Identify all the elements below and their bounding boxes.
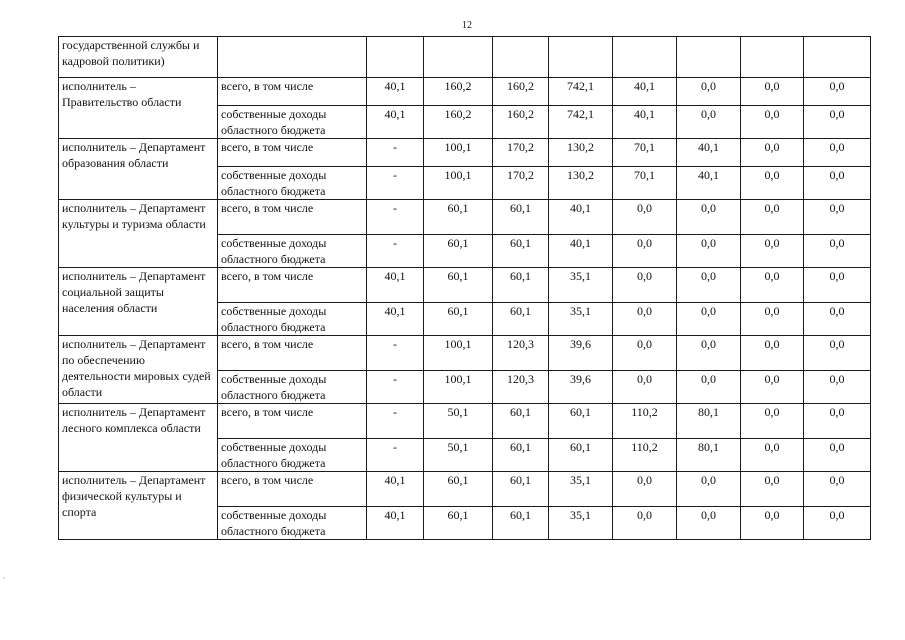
value-cell <box>804 37 871 78</box>
value-cell: 0,0 <box>613 303 677 336</box>
funding-type-cell <box>218 37 367 78</box>
value-cell: 0,0 <box>613 268 677 303</box>
value-cell: 40,1 <box>613 78 677 106</box>
funding-type-cell: собственные доходы областного бюджета <box>218 303 367 336</box>
value-cell: 742,1 <box>549 78 613 106</box>
value-cell: 0,0 <box>741 106 804 139</box>
value-cell: 0,0 <box>741 235 804 268</box>
value-cell: 40,1 <box>367 472 424 507</box>
value-cell: 40,1 <box>677 139 741 167</box>
value-cell: 100,1 <box>424 139 493 167</box>
value-cell: 0,0 <box>741 336 804 371</box>
value-cell: 40,1 <box>613 106 677 139</box>
value-cell: 60,1 <box>493 404 549 439</box>
page-number: 12 <box>462 20 472 31</box>
table-row-total <box>59 200 871 235</box>
funding-type-cell: всего, в том числе <box>218 472 367 507</box>
value-cell: 40,1 <box>677 167 741 200</box>
value-cell: 60,1 <box>493 472 549 507</box>
value-cell: 0,0 <box>741 404 804 439</box>
table-row-total <box>59 472 871 507</box>
table-row-total <box>59 336 871 371</box>
value-cell: 0,0 <box>677 268 741 303</box>
executor-cell: государственной службы и кадровой политики) <box>59 37 218 78</box>
executor-cell: исполнитель – Департамент физической культуры и спорта <box>59 472 218 540</box>
table-row-total <box>59 404 871 439</box>
funding-type-cell: собственные доходы областного бюджета <box>218 167 367 200</box>
value-cell: 60,1 <box>424 303 493 336</box>
value-cell: 0,0 <box>677 200 741 235</box>
executor-cell: исполнитель – Правительство области <box>59 78 218 139</box>
value-cell: 70,1 <box>613 167 677 200</box>
value-cell: 0,0 <box>741 200 804 235</box>
value-cell: 0,0 <box>741 268 804 303</box>
value-cell: 60,1 <box>493 303 549 336</box>
value-cell: - <box>367 371 424 404</box>
value-cell: 0,0 <box>804 472 871 507</box>
value-cell: - <box>367 336 424 371</box>
value-cell: 160,2 <box>424 106 493 139</box>
value-cell: 0,0 <box>741 167 804 200</box>
value-cell: 170,2 <box>493 139 549 167</box>
funding-type-cell: всего, в том числе <box>218 336 367 371</box>
value-cell: 0,0 <box>677 507 741 540</box>
funding-type-cell: собственные доходы областного бюджета <box>218 439 367 472</box>
value-cell: 0,0 <box>804 507 871 540</box>
funding-type-cell: собственные доходы областного бюджета <box>218 507 367 540</box>
value-cell: 60,1 <box>493 507 549 540</box>
value-cell: 100,1 <box>424 167 493 200</box>
value-cell: 60,1 <box>493 268 549 303</box>
value-cell: 742,1 <box>549 106 613 139</box>
value-cell: 40,1 <box>549 200 613 235</box>
value-cell: 160,2 <box>424 78 493 106</box>
value-cell: 0,0 <box>741 139 804 167</box>
value-cell: 100,1 <box>424 371 493 404</box>
funding-type-cell: всего, в том числе <box>218 200 367 235</box>
value-cell: 50,1 <box>424 439 493 472</box>
value-cell: - <box>367 439 424 472</box>
value-cell: 60,1 <box>424 268 493 303</box>
value-cell: 40,1 <box>549 235 613 268</box>
value-cell <box>677 37 741 78</box>
value-cell <box>493 37 549 78</box>
executor-cell: исполнитель – Департамент образования области <box>59 139 218 200</box>
value-cell: 0,0 <box>804 404 871 439</box>
funding-type-cell: собственные доходы областного бюджета <box>218 106 367 139</box>
executor-cell: исполнитель – Департамент социальной защиты населения области <box>59 268 218 336</box>
value-cell: 60,1 <box>549 439 613 472</box>
funding-type-cell: всего, в том числе <box>218 78 367 106</box>
value-cell: 60,1 <box>424 235 493 268</box>
value-cell: 0,0 <box>804 200 871 235</box>
value-cell: - <box>367 139 424 167</box>
value-cell: 0,0 <box>804 268 871 303</box>
value-cell: 0,0 <box>613 472 677 507</box>
value-cell: 0,0 <box>677 371 741 404</box>
value-cell: 0,0 <box>677 472 741 507</box>
value-cell: 35,1 <box>549 507 613 540</box>
value-cell: 130,2 <box>549 139 613 167</box>
value-cell: 40,1 <box>367 507 424 540</box>
value-cell: 160,2 <box>493 78 549 106</box>
value-cell <box>549 37 613 78</box>
value-cell: 0,0 <box>741 303 804 336</box>
value-cell: 0,0 <box>804 106 871 139</box>
value-cell: 80,1 <box>677 404 741 439</box>
executor-cell: исполнитель – Департамент лесного комплекса области <box>59 404 218 472</box>
value-cell: 0,0 <box>677 78 741 106</box>
value-cell: 0,0 <box>804 336 871 371</box>
value-cell <box>741 37 804 78</box>
value-cell: 0,0 <box>804 235 871 268</box>
value-cell: 39,6 <box>549 371 613 404</box>
value-cell: 39,6 <box>549 336 613 371</box>
value-cell: 120,3 <box>493 371 549 404</box>
value-cell: 0,0 <box>741 371 804 404</box>
value-cell: 60,1 <box>424 200 493 235</box>
value-cell: 0,0 <box>613 235 677 268</box>
value-cell: 0,0 <box>613 507 677 540</box>
value-cell: 50,1 <box>424 404 493 439</box>
value-cell: 40,1 <box>367 106 424 139</box>
value-cell: 0,0 <box>804 371 871 404</box>
value-cell: 0,0 <box>613 200 677 235</box>
funding-type-cell: собственные доходы областного бюджета <box>218 371 367 404</box>
value-cell: - <box>367 404 424 439</box>
value-cell <box>367 37 424 78</box>
funding-type-cell: всего, в том числе <box>218 404 367 439</box>
value-cell: 0,0 <box>741 472 804 507</box>
value-cell: 0,0 <box>677 235 741 268</box>
value-cell <box>613 37 677 78</box>
value-cell: 0,0 <box>677 336 741 371</box>
value-cell: 0,0 <box>613 371 677 404</box>
value-cell: 0,0 <box>677 303 741 336</box>
value-cell: 40,1 <box>367 303 424 336</box>
value-cell: 110,2 <box>613 404 677 439</box>
value-cell: 160,2 <box>493 106 549 139</box>
table-row-top <box>59 37 871 78</box>
value-cell: - <box>367 167 424 200</box>
value-cell: - <box>367 235 424 268</box>
table-row-total <box>59 139 871 167</box>
value-cell: 0,0 <box>804 139 871 167</box>
value-cell: 60,1 <box>424 507 493 540</box>
value-cell: 60,1 <box>493 235 549 268</box>
budget-table <box>58 36 871 540</box>
scan-mark: , <box>3 572 5 580</box>
executor-cell: исполнитель – Департамент по обеспечению деятельности мировых судей области <box>59 336 218 404</box>
value-cell: 60,1 <box>493 200 549 235</box>
funding-type-cell: собственные доходы областного бюджета <box>218 235 367 268</box>
value-cell: 0,0 <box>677 106 741 139</box>
value-cell: 0,0 <box>741 439 804 472</box>
value-cell: 60,1 <box>493 439 549 472</box>
value-cell: 60,1 <box>549 404 613 439</box>
value-cell <box>424 37 493 78</box>
value-cell: 0,0 <box>741 78 804 106</box>
value-cell: - <box>367 200 424 235</box>
value-cell: 0,0 <box>804 78 871 106</box>
table-row-total <box>59 268 871 303</box>
executor-cell: исполнитель – Департамент культуры и туризма области <box>59 200 218 268</box>
value-cell: 170,2 <box>493 167 549 200</box>
funding-type-cell: всего, в том числе <box>218 268 367 303</box>
value-cell: 0,0 <box>804 439 871 472</box>
value-cell: 130,2 <box>549 167 613 200</box>
value-cell: 35,1 <box>549 268 613 303</box>
value-cell: 40,1 <box>367 268 424 303</box>
value-cell: 70,1 <box>613 139 677 167</box>
value-cell: 0,0 <box>613 336 677 371</box>
value-cell: 35,1 <box>549 303 613 336</box>
value-cell: 0,0 <box>804 303 871 336</box>
value-cell: 80,1 <box>677 439 741 472</box>
value-cell: 40,1 <box>367 78 424 106</box>
value-cell: 0,0 <box>741 507 804 540</box>
value-cell: 35,1 <box>549 472 613 507</box>
value-cell: 60,1 <box>424 472 493 507</box>
value-cell: 100,1 <box>424 336 493 371</box>
table-row-total <box>59 78 871 106</box>
value-cell: 0,0 <box>804 167 871 200</box>
value-cell: 120,3 <box>493 336 549 371</box>
value-cell: 110,2 <box>613 439 677 472</box>
funding-type-cell: всего, в том числе <box>218 139 367 167</box>
